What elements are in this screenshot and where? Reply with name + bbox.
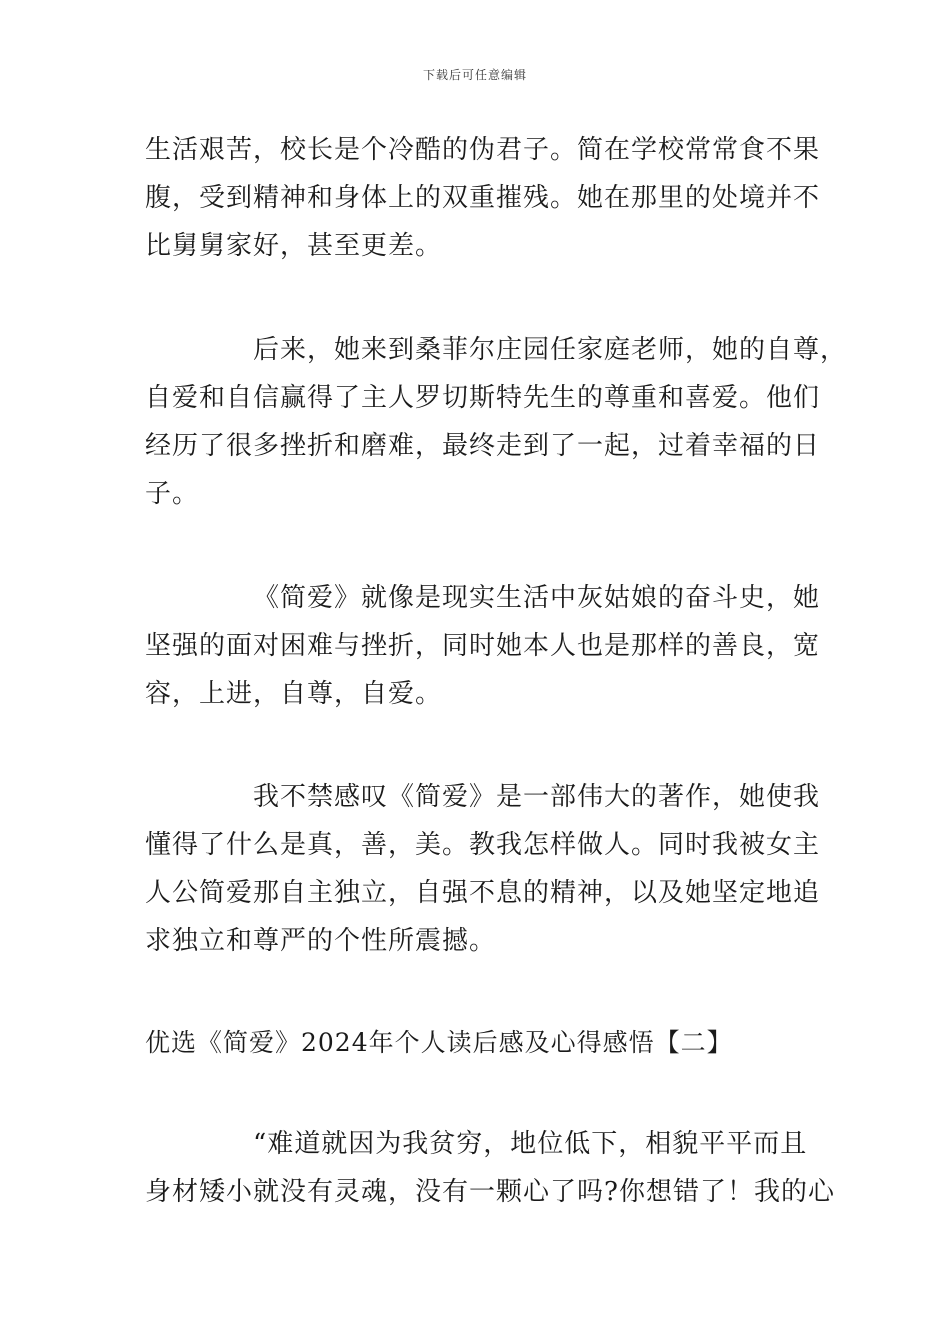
text-line: 腹，受到精神和身体上的双重摧残。她在那里的处境并不 <box>145 183 821 213</box>
page-header: 下载后可任意编辑 <box>422 68 527 82</box>
text-line: 懂得了什么是真，善，美。教我怎样做人。同时我被女主 <box>145 830 821 860</box>
text-line: 后来，她来到桑菲尔庄园任家庭老师，她的自尊， <box>253 335 848 365</box>
paragraph <box>145 773 820 965</box>
paragraph <box>145 574 820 718</box>
text-line: 坚强的面对困难与挫折，同时她本人也是那样的善良，宽 <box>145 631 821 661</box>
text-line: 生活艰苦，校长是个冷酷的伪君子。简在学校常常食不果 <box>145 135 821 165</box>
text-line: 身材矮小就没有灵魂，没有一颗心了吗?你想错了！我的心 <box>145 1177 835 1207</box>
text-line: 《简爱》就像是现实生活中灰姑娘的奋斗史，她 <box>253 583 821 613</box>
paragraph <box>145 126 820 270</box>
text-line: 比舅舅家好，甚至更差。 <box>145 231 443 261</box>
text-line: 容，上进，自尊，自爱。 <box>145 679 443 709</box>
paragraph <box>145 1120 835 1216</box>
paragraph <box>145 326 847 518</box>
text-line: 求独立和尊严的个性所震撼。 <box>145 926 497 956</box>
text-line: 经历了很多挫折和磨难，最终走到了一起，过着幸福的日 <box>145 431 821 461</box>
text-line: “难道就因为我贫穷，地位低下，相貌平平而且 <box>253 1129 808 1159</box>
text-line: 我不禁感叹《简爱》是一部伟大的著作，她使我 <box>253 782 821 812</box>
text-line: 人公简爱那自主独立，自强不息的精神，以及她坚定地追 <box>145 878 821 908</box>
text-line: 子。 <box>145 479 200 509</box>
text-line: 自爱和自信赢得了主人罗切斯特先生的尊重和喜爱。他们 <box>145 383 821 413</box>
section-heading: 优选《简爱》2024年个人读后感及心得感悟【二】 <box>145 1028 733 1057</box>
